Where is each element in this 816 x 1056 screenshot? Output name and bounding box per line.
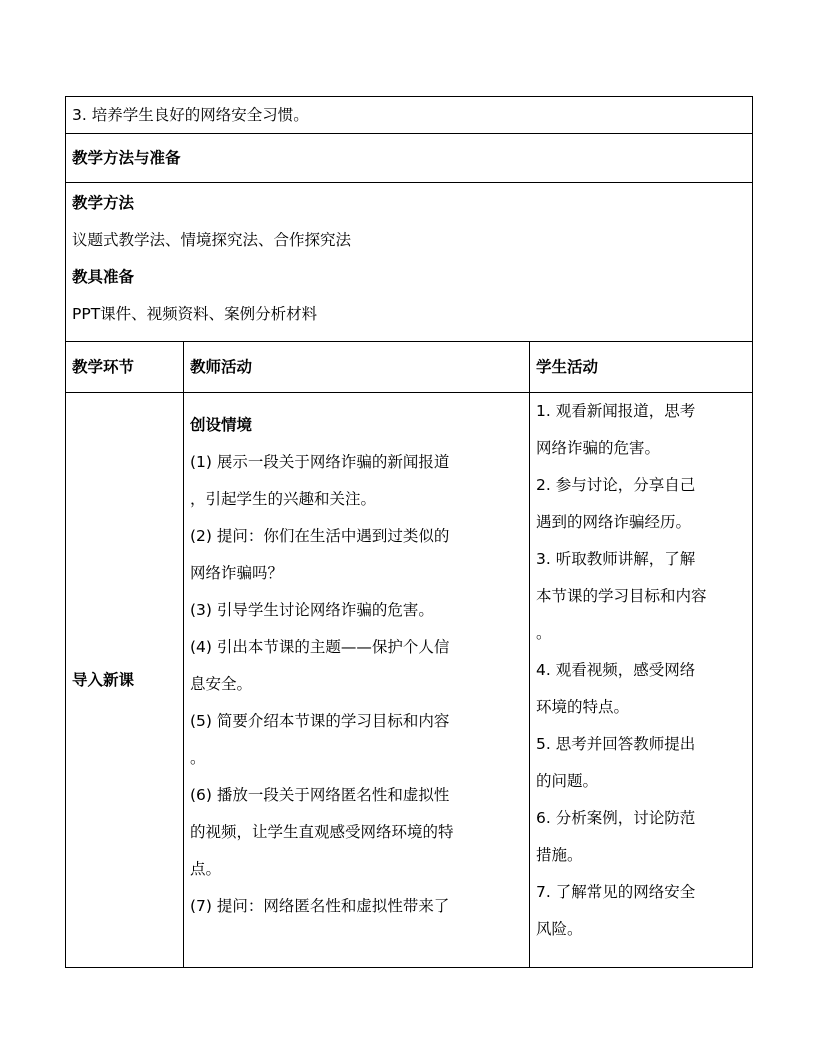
student-activity-line: 本节课的学习目标和内容	[536, 587, 707, 605]
teacher-activity-line: (3) 引导学生讨论网络诈骗的危害。	[190, 601, 434, 619]
method-header-cell	[66, 134, 753, 183]
student-activity-line: 1. 观看新闻报道，思考	[536, 402, 696, 420]
teacher-activity-line: (2) 提问：你们在生活中遇到过类似的	[190, 527, 450, 545]
main-row	[66, 393, 753, 968]
goal-row	[66, 97, 753, 134]
tools-text: PPT课件、视频资料、案例分析材料	[72, 305, 318, 323]
goal-cell	[66, 97, 753, 134]
student-activity-line: 7. 了解常见的网络安全	[536, 883, 696, 901]
method-body-row	[66, 183, 753, 342]
column-header-student: 学生活动	[530, 342, 753, 393]
teacher-activity-line: (4) 引出本节课的主题——保护个人信	[190, 638, 450, 656]
teacher-activity-line: 息安全。	[190, 675, 253, 693]
column-header-stage: 教学环节	[66, 342, 184, 393]
column-header-teacher: 教师活动	[184, 342, 530, 393]
teacher-activity-line: 网络诈骗吗？	[190, 564, 284, 582]
teacher-activity-line: (6) 播放一段关于网络匿名性和虚拟性	[190, 786, 450, 804]
student-activity-line: 。	[536, 624, 552, 642]
teacher-activity-cell	[184, 393, 530, 968]
student-activity-line: 的问题。	[536, 772, 599, 790]
method-label: 教学方法	[72, 194, 135, 212]
student-activity-line: 风险。	[536, 920, 583, 938]
teacher-activity-line: (1) 展示一段关于网络诈骗的新闻报道	[190, 453, 450, 471]
column-header-row	[66, 342, 753, 393]
teacher-activity-line: (5) 简要介绍本节课的学习目标和内容	[190, 712, 450, 730]
student-activity-line: 2. 参与讨论，分享自己	[536, 476, 696, 494]
student-activity-cell	[530, 393, 753, 968]
student-activity-line: 环境的特点。	[536, 698, 630, 716]
teacher-activity-line: 的视频，让学生直观感受网络环境的特	[190, 823, 454, 841]
student-activity-line: 4. 观看视频，感受网络	[536, 661, 696, 679]
goal-text: 3. 培养学生良好的网络安全习惯。	[72, 106, 309, 124]
student-activity-line: 5. 思考并回答教师提出	[536, 735, 696, 753]
method-header-row	[66, 134, 753, 183]
teacher-activity-line: 点。	[190, 860, 222, 878]
student-activity-line: 6. 分析案例，讨论防范	[536, 809, 696, 827]
stage-cell: 导入新课	[66, 393, 184, 968]
teacher-lines	[190, 444, 523, 925]
teacher-activity-line: (7) 提问：网络匿名性和虚拟性带来了	[190, 897, 450, 915]
student-activity-line: 遇到的网络诈骗经历。	[536, 513, 692, 531]
tools-label: 教具准备	[72, 268, 135, 286]
teacher-activity-line: 。	[190, 749, 206, 767]
method-body-cell	[66, 183, 753, 342]
student-activity-line: 措施。	[536, 846, 583, 864]
method-section-title: 教学方法与准备	[72, 149, 181, 167]
student-activity-line: 3. 听取教师讲解，了解	[536, 550, 696, 568]
teacher-heading: 创设情境	[190, 416, 253, 434]
method-text: 议题式教学法、情境探究法、合作探究法	[72, 231, 352, 249]
student-lines	[536, 393, 746, 948]
student-activity-line: 网络诈骗的危害。	[536, 439, 661, 457]
teacher-activity-line: ，引起学生的兴趣和关注。	[190, 490, 377, 508]
lesson-plan-table	[65, 96, 753, 968]
